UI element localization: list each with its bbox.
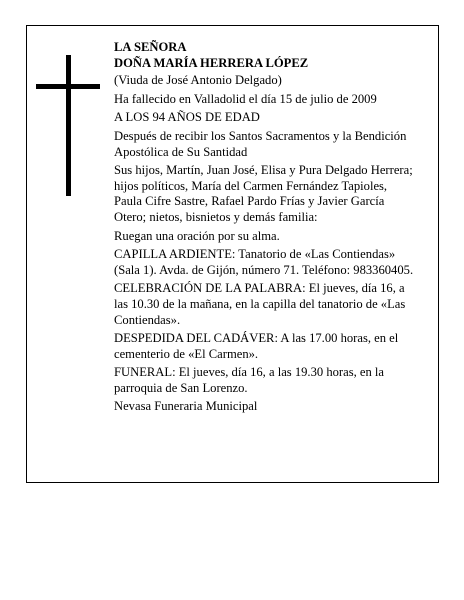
sacraments-paragraph: Después de recibir los Santos Sacramentos y la Bendición Apostólica de Su Santidad [114,128,407,159]
funeral-info: FUNERAL: El jueves, día 16, a las 19.30 horas, en la parroquia de San Lorenzo. [114,365,385,395]
notice-text [114,40,414,418]
notice-title-line1: LA SEÑORA [114,40,187,54]
widow-of: (Viuda de José Antonio Delgado) [114,73,282,88]
age-at-death: A LOS 94 AÑOS DE EDAD [114,110,260,125]
cross-vertical-bar [66,55,71,196]
cross-horizontal-bar [36,84,100,89]
farewell-info: DESPEDIDA DEL CADÁVER: A las 17.00 horas, en el cementerio de «El Carmen». [114,331,399,361]
chapel-info: CAPILLA ARDIENTE: Tanatorio de «Las Contiendas» (Sala 1). Avda. de Gijón, número 71. Teléfono: 983360405. [114,247,414,277]
celebration-info: CELEBRACIÓN DE LA PALABRA: El jueves, día 16, a las 10.30 de la mañana, en la capilla del tanatorio de «Las Contiendas». [114,281,406,327]
deceased-name: DOÑA MARÍA HERRERA LÓPEZ [114,55,309,70]
funeral-home: Nevasa Funeraria Municipal [114,399,258,414]
family-paragraph: Sus hijos, Martín, Juan José, Elisa y Pura Delgado Herrera; hijos políticos, María del Carmen Fernández Tapioles, Paula Cifre Sastre, Rafael Pardo Frías y Javier García Otero; nietos, bisnietos y demás familia: [114,163,413,224]
prayer-request: Ruegan una oración por su alma. [114,228,280,243]
death-statement: Ha fallecido en Valladolid el día 15 de julio de 2009 [114,91,377,106]
